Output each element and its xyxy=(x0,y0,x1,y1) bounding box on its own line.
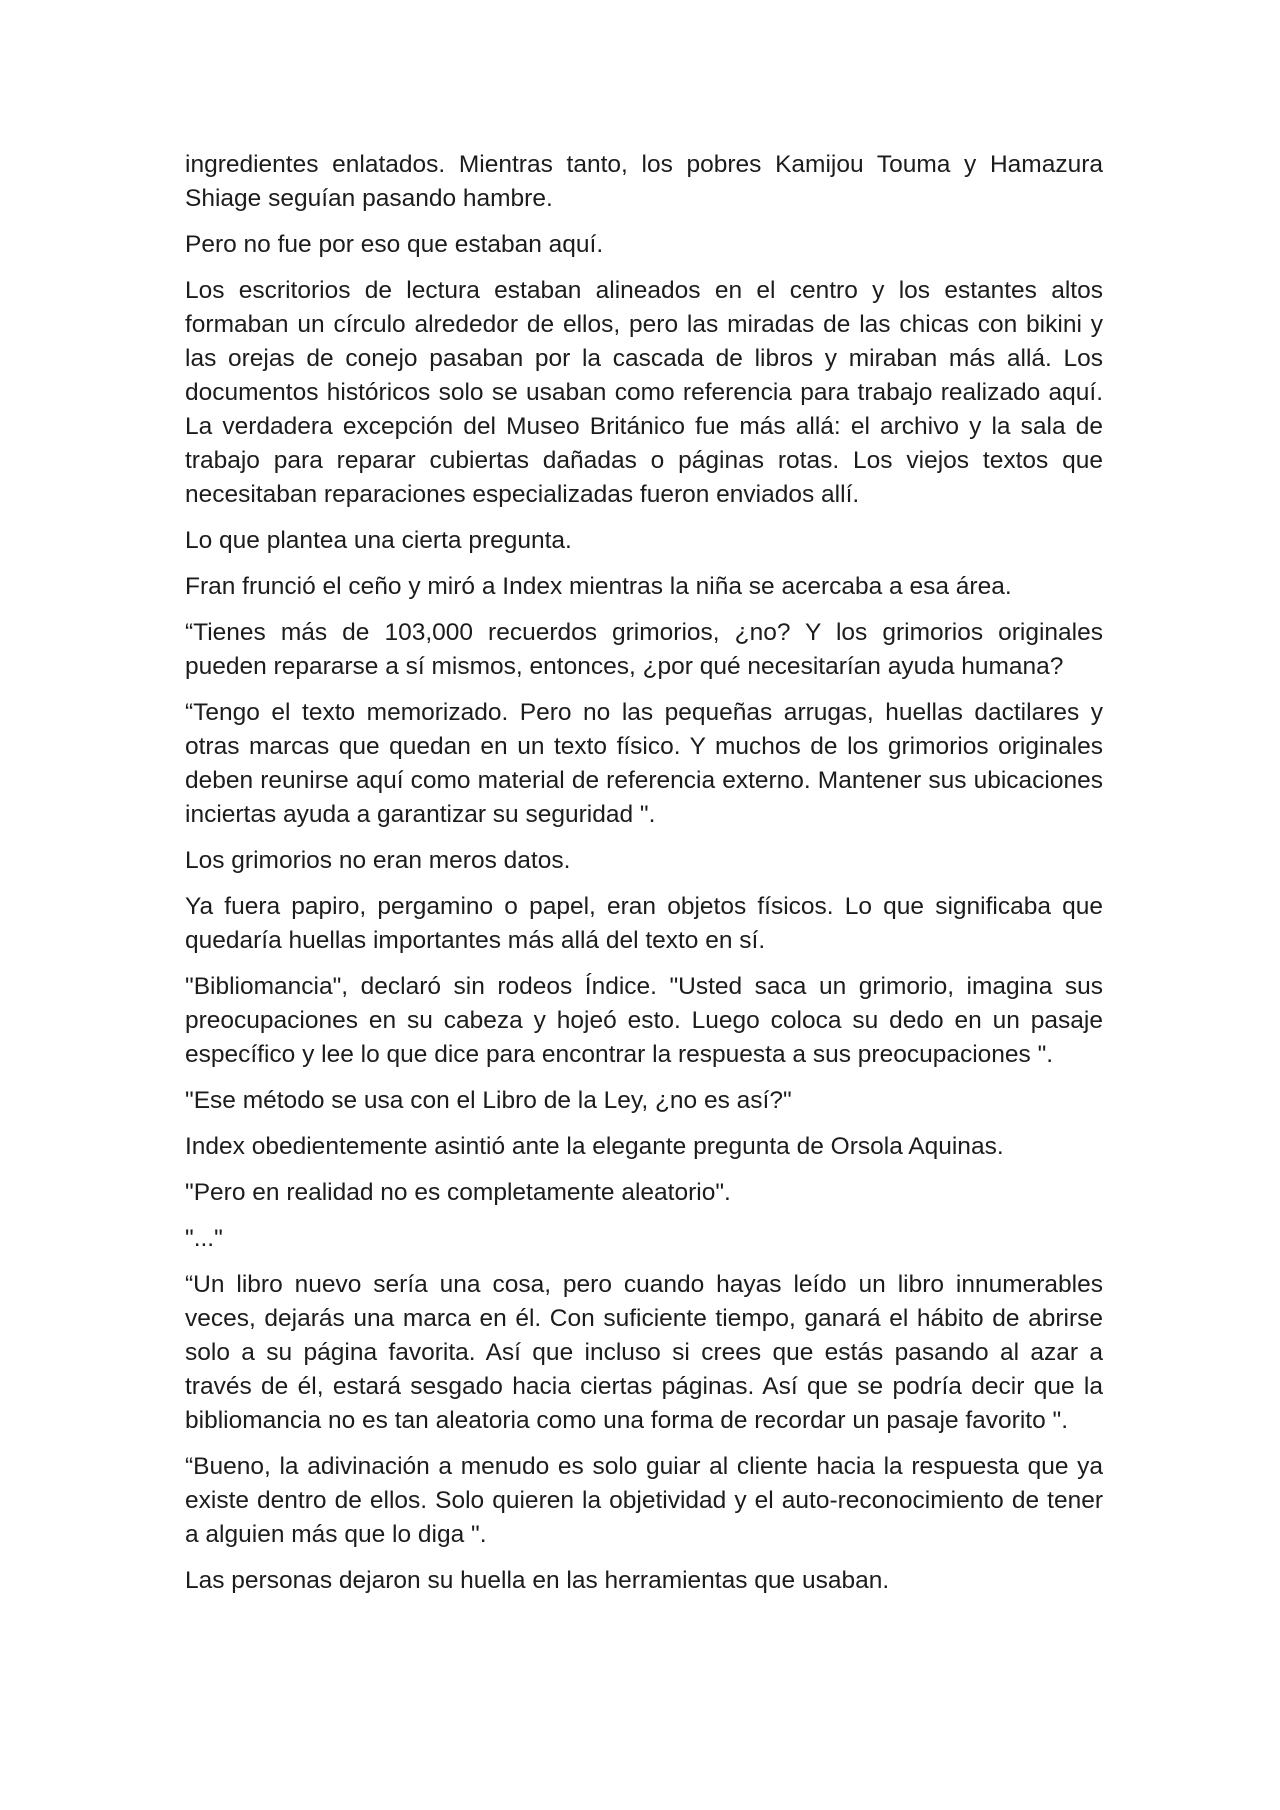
paragraph: “Tengo el texto memorizado. Pero no las pequeñas arrugas, huellas dactilares y otras marcas que quedan en un texto físico. Y muchos de los grimorios originales deben reunirse aquí como material de referencia externo. Mantener sus ubicaciones inciertas ayuda a garantizar su seguridad ". xyxy=(185,699,1103,828)
paragraph: ingredientes enlatados. Mientras tanto, los pobres Kamijou Touma y Hamazura Shiage seguían pasando hambre. xyxy=(185,151,1103,212)
paragraph: “Un libro nuevo sería una cosa, pero cuando hayas leído un libro innumerables veces, dejarás una marca en él. Con suficiente tiempo, ganará el hábito de abrirse solo a su página favorita. Así que incluso si crees que estás pasando al azar a través de él, estará sesgado hacia ciertas páginas. Así que se podría decir que la bibliomancia no es tan aleatoria como una forma de recordar un pasaje favorito ". xyxy=(185,1271,1103,1434)
paragraph: “Tienes más de 103,000 recuerdos grimorios, ¿no? Y los grimorios originales pueden repararse a sí mismos, entonces, ¿por qué necesitarían ayuda humana? xyxy=(185,619,1103,680)
paragraph: "Ese método se usa con el Libro de la Ley, ¿no es así?" xyxy=(185,1087,792,1114)
paragraph: Ya fuera papiro, pergamino o papel, eran objetos físicos. Lo que significaba que quedaría huellas importantes más allá del texto en sí. xyxy=(185,893,1103,954)
paragraph: "Pero en realidad no es completamente aleatorio". xyxy=(185,1179,731,1206)
paragraph: Lo que plantea una cierta pregunta. xyxy=(185,527,572,554)
paragraph: "Bibliomancia", declaró sin rodeos Índice. "Usted saca un grimorio, imagina sus preocupaciones en su cabeza y hojeó esto. Luego coloca su dedo en un pasaje específico y lee lo que dice para encontrar la respuesta a sus preocupaciones ". xyxy=(185,973,1103,1068)
paragraph: “Bueno, la adivinación a menudo es solo guiar al cliente hacia la respuesta que ya existe dentro de ellos. Solo quieren la objetividad y el auto-reconocimiento de tener a alguien más que lo diga ". xyxy=(185,1453,1103,1548)
paragraph: Las personas dejaron su huella en las herramientas que usaban. xyxy=(185,1567,890,1594)
paragraph: Fran frunció el ceño y miró a Index mientras la niña se acercaba a esa área. xyxy=(185,573,1012,600)
paragraph: "..." xyxy=(185,1225,223,1252)
paragraph: Los escritorios de lectura estaban alineados en el centro y los estantes altos formaban un círculo alrededor de ellos, pero las miradas de las chicas con bikini y las orejas de conejo pasaban por la cascada de libros y miraban más allá. Los documentos históricos solo se usaban como referencia para trabajo realizado aquí. La verdadera excepción del Museo Británico fue más allá: el archivo y la sala de trabajo para reparar cubiertas dañadas o páginas rotas. Los viejos textos que necesitaban reparaciones especializadas fueron enviados allí. xyxy=(185,277,1103,508)
document-page xyxy=(185,148,1103,1610)
paragraph: Pero no fue por eso que estaban aquí. xyxy=(185,231,604,258)
paragraph: Los grimorios no eran meros datos. xyxy=(185,847,571,874)
paragraph: Index obedientemente asintió ante la elegante pregunta de Orsola Aquinas. xyxy=(185,1133,1004,1160)
